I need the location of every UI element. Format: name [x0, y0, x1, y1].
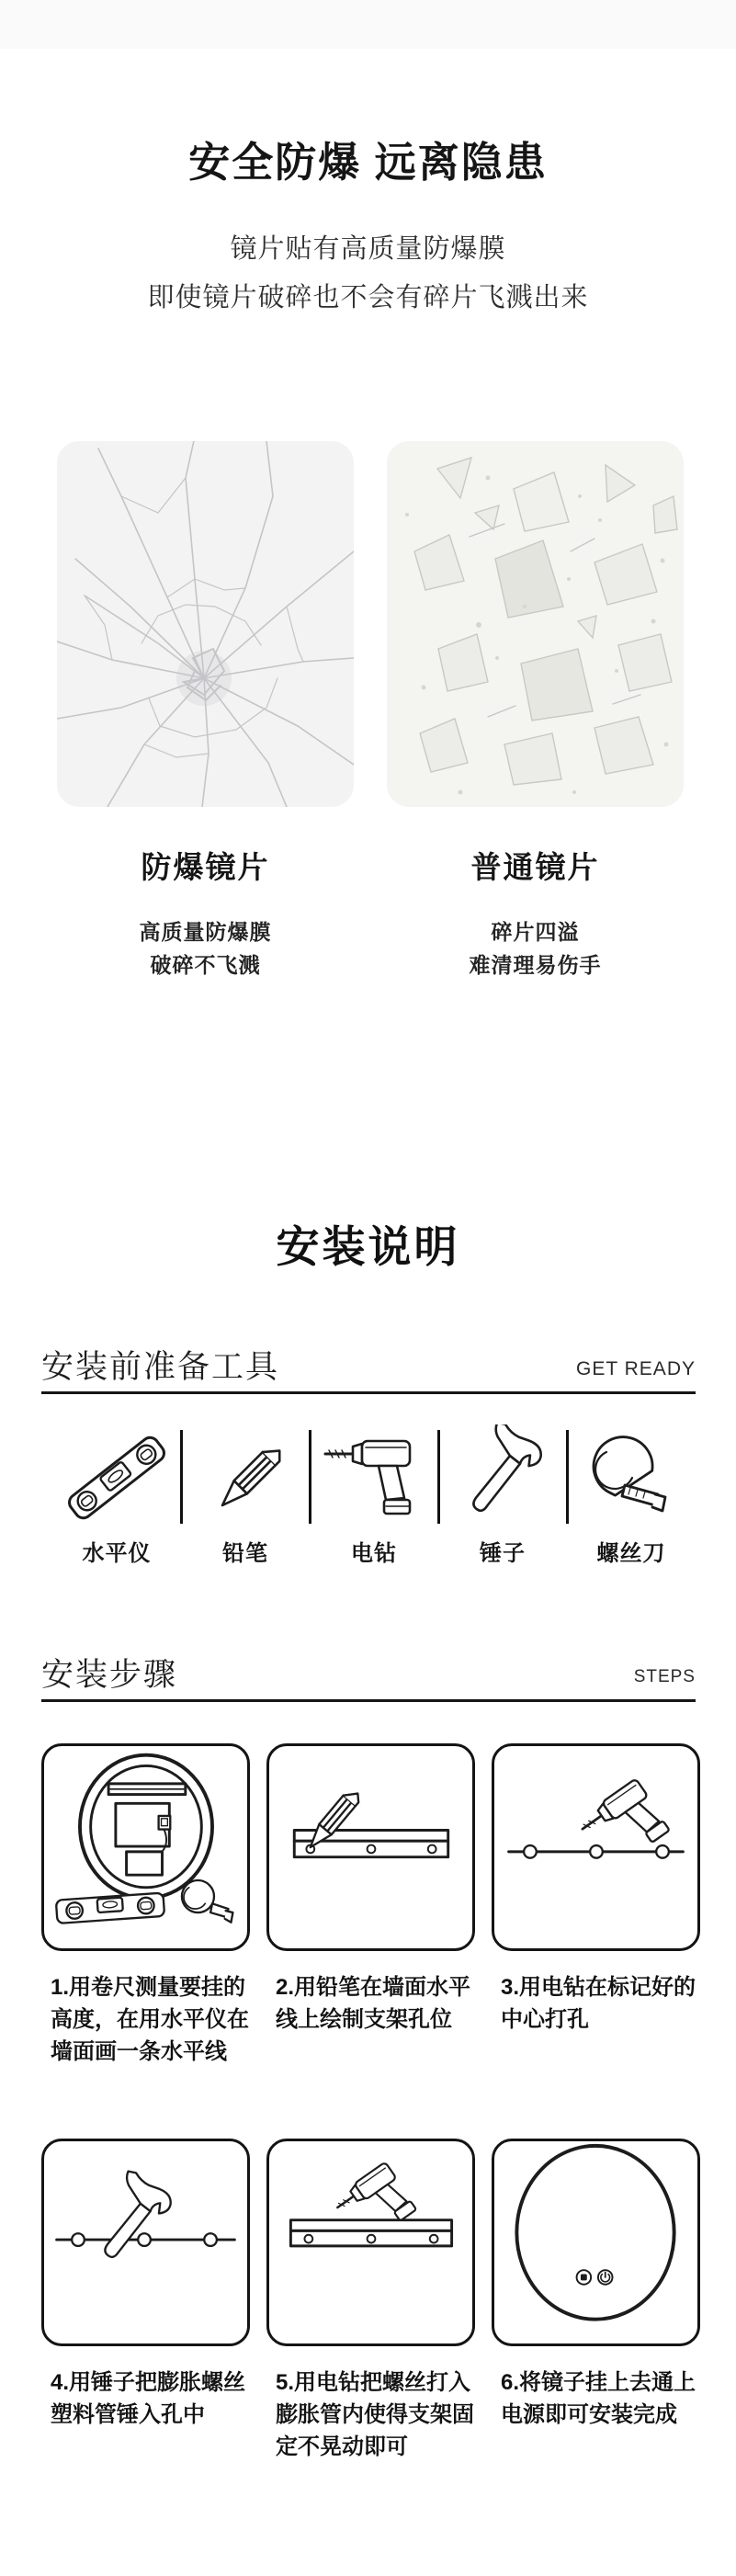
step-5-box — [266, 2139, 475, 2346]
hero-subtitle-line1: 镜片贴有高质量防爆膜 — [230, 234, 506, 264]
cracked-glass-image — [57, 441, 354, 807]
tools-heading: 安装前准备工具 — [41, 1349, 280, 1385]
shattered-glass-image — [387, 441, 684, 807]
step-3-box — [492, 1743, 700, 1951]
step-5-illustration — [269, 2141, 472, 2343]
step-4-caption: 4.用锤子把膨胀螺丝塑料管锤入孔中 — [51, 2370, 246, 2427]
step-2-illustration — [269, 1746, 472, 1948]
hero-title: 安全防爆 远离隐患 — [188, 139, 548, 186]
step-3-caption: 3.用电钻在标记好的中心打孔 — [501, 1975, 696, 2032]
tool-divider — [180, 1430, 183, 1524]
card-label-ordinary: 普通镜片 — [470, 850, 600, 884]
steps-heading: 安装步骤 — [41, 1657, 178, 1693]
tool-label-drill: 电钻 — [351, 1541, 397, 1566]
step-4-illustration — [44, 2141, 247, 2343]
tool-item-level — [59, 1424, 175, 1527]
tool-divider — [309, 1430, 311, 1524]
level-icon — [59, 1424, 175, 1527]
card-desc-ordinary-line1: 碎片四溢 — [491, 920, 580, 944]
step-2-caption: 2.用铅笔在墙面水平线上绘制支架孔位 — [276, 1975, 471, 2032]
steps-heading-rule — [41, 1699, 696, 1702]
step-1-caption: 1.用卷尺测量要挂的高度，在用水平仪在墙面画一条水平线 — [51, 1975, 249, 2064]
hammer-icon — [445, 1424, 560, 1527]
step-1-illustration — [44, 1746, 247, 1948]
steps-heading-tag: STEPS — [633, 1667, 696, 1686]
top-gray-band — [0, 0, 736, 49]
hero-subtitle-line2: 即使镜片破碎也不会有碎片飞溅出来 — [147, 283, 589, 312]
drill-icon — [316, 1424, 432, 1527]
shattered-glass-shards-illustration — [387, 441, 684, 807]
card-label-shatterproof: 防爆镜片 — [141, 850, 270, 884]
tool-item-hammer — [445, 1424, 560, 1527]
card-desc-shatterproof-line1: 高质量防爆膜 — [139, 920, 272, 944]
step-3-illustration — [494, 1746, 697, 1948]
step-1-box — [41, 1743, 250, 1951]
tool-label-hammer: 锤子 — [480, 1541, 526, 1566]
step-6-illustration — [494, 2141, 697, 2343]
tool-label-pencil: 铅笔 — [222, 1541, 268, 1566]
tools-heading-tag: GET READY — [576, 1358, 696, 1379]
step-6-box — [492, 2139, 700, 2346]
pencil-icon — [187, 1424, 303, 1527]
tape-measure-icon — [573, 1424, 689, 1527]
card-desc-shatterproof-line2: 破碎不飞溅 — [150, 953, 261, 977]
tool-item-pencil — [187, 1424, 303, 1527]
card-desc-ordinary-line2: 难清理易伤手 — [469, 953, 602, 977]
step-5-caption: 5.用电钻把螺丝打入膨胀管内使得支架固定不晃动即可 — [276, 2370, 474, 2459]
tool-label-screwdriver: 螺丝刀 — [596, 1541, 666, 1566]
tool-divider — [566, 1430, 569, 1524]
step-4-box — [41, 2139, 250, 2346]
tool-label-level: 水平仪 — [82, 1541, 152, 1566]
tool-item-tape-measure — [573, 1424, 689, 1527]
tool-divider — [437, 1430, 440, 1524]
install-section-title: 安装说明 — [276, 1222, 460, 1271]
tool-item-drill — [316, 1424, 432, 1527]
cracked-glass-web-illustration — [57, 441, 354, 807]
step-2-box — [266, 1743, 475, 1951]
step-6-caption: 6.将镜子挂上去通上电源即可安装完成 — [501, 2370, 696, 2427]
tools-heading-rule — [41, 1391, 696, 1394]
